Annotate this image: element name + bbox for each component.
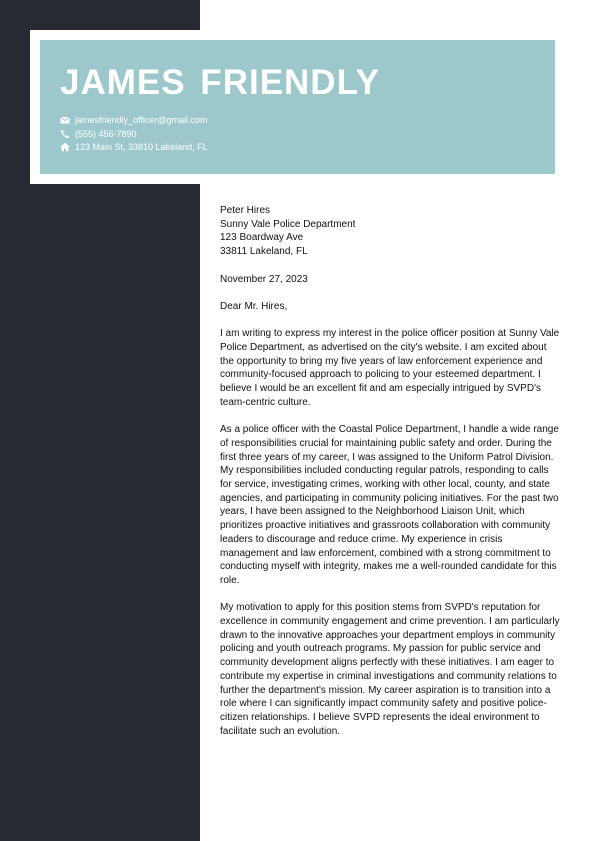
phone-text: (555) 456-7890 — [75, 128, 137, 139]
recipient-street: 123 Boardway Ave — [220, 232, 304, 244]
body-paragraph-2: As a police officer with the Coastal Police Department, I handle a wide range of responsibilities crucial for maintaining public safety and order. During the first three years of my career, I was assigned to the Uniform Patrol Division. My responsibilities included conducting regular patrols, responding to calls for service, investigating crimes, working with other local, county, and state agencies, and participating in community policing initiatives. For the past two years, I have been assigned to the Neighborhood Liaison Unit, which prioritizes proactive initiatives and grassroots collaboration with community leaders to discourage and reduce crime. My experience in crisis management and law enforcement, combined with a strong commitment to conducting myself with integrity, makes me a well-rounded candidate for this role. — [220, 424, 559, 586]
envelope-icon — [60, 115, 70, 125]
letter-body — [220, 204, 560, 752]
phone-icon — [60, 129, 70, 139]
salutation: Dear Mr. Hires, — [220, 300, 288, 312]
body-paragraph-3: My motivation to apply for this position stems from SVPD's reputation for excellence in community engagement and crime prevention. I am particularly drawn to the innovative approaches your department employs in community policing and youth outreach programs. My passion for public service and community development aligns perfectly with these initiatives. I am eager to contribute my expertise in criminal investigations and community relations to further the department's mission. My career aspiration is to transition into a role where I can significantly impact community safety and positive police-citizen relationships. I believe SVPD represents the ideal environment to facilitate such an evolution. — [220, 602, 560, 737]
applicant-name: JAMES FRIENDLY — [60, 63, 381, 102]
address-text: 123 Main St, 33810 Lakeland, FL — [75, 141, 208, 152]
recipient-organization: Sunny Vale Police Department — [220, 218, 356, 230]
home-icon — [60, 142, 70, 152]
email-text: jamesfriendly_officer@gmail.com — [75, 114, 208, 125]
contact-email — [60, 113, 208, 126]
recipient-city: 33811 Lakeland, FL — [220, 246, 308, 258]
recipient-block — [220, 204, 560, 259]
letter-date: November 27, 2023 — [220, 273, 308, 285]
contact-phone — [60, 127, 137, 140]
body-paragraph-1: I am writing to express my interest in the police officer position at Sunny Vale Police Department, as advertised on the city's website. I am excited about the opportunity to bring my five years of law enforcement experience and community-focused approach to policing to your esteemed department. I believe I would be an excellent fit and am especially intrigued by SVPD's team-centric culture. — [220, 328, 560, 408]
header-banner — [40, 40, 555, 174]
contact-address — [60, 140, 208, 153]
recipient-name: Peter Hires — [220, 205, 271, 216]
